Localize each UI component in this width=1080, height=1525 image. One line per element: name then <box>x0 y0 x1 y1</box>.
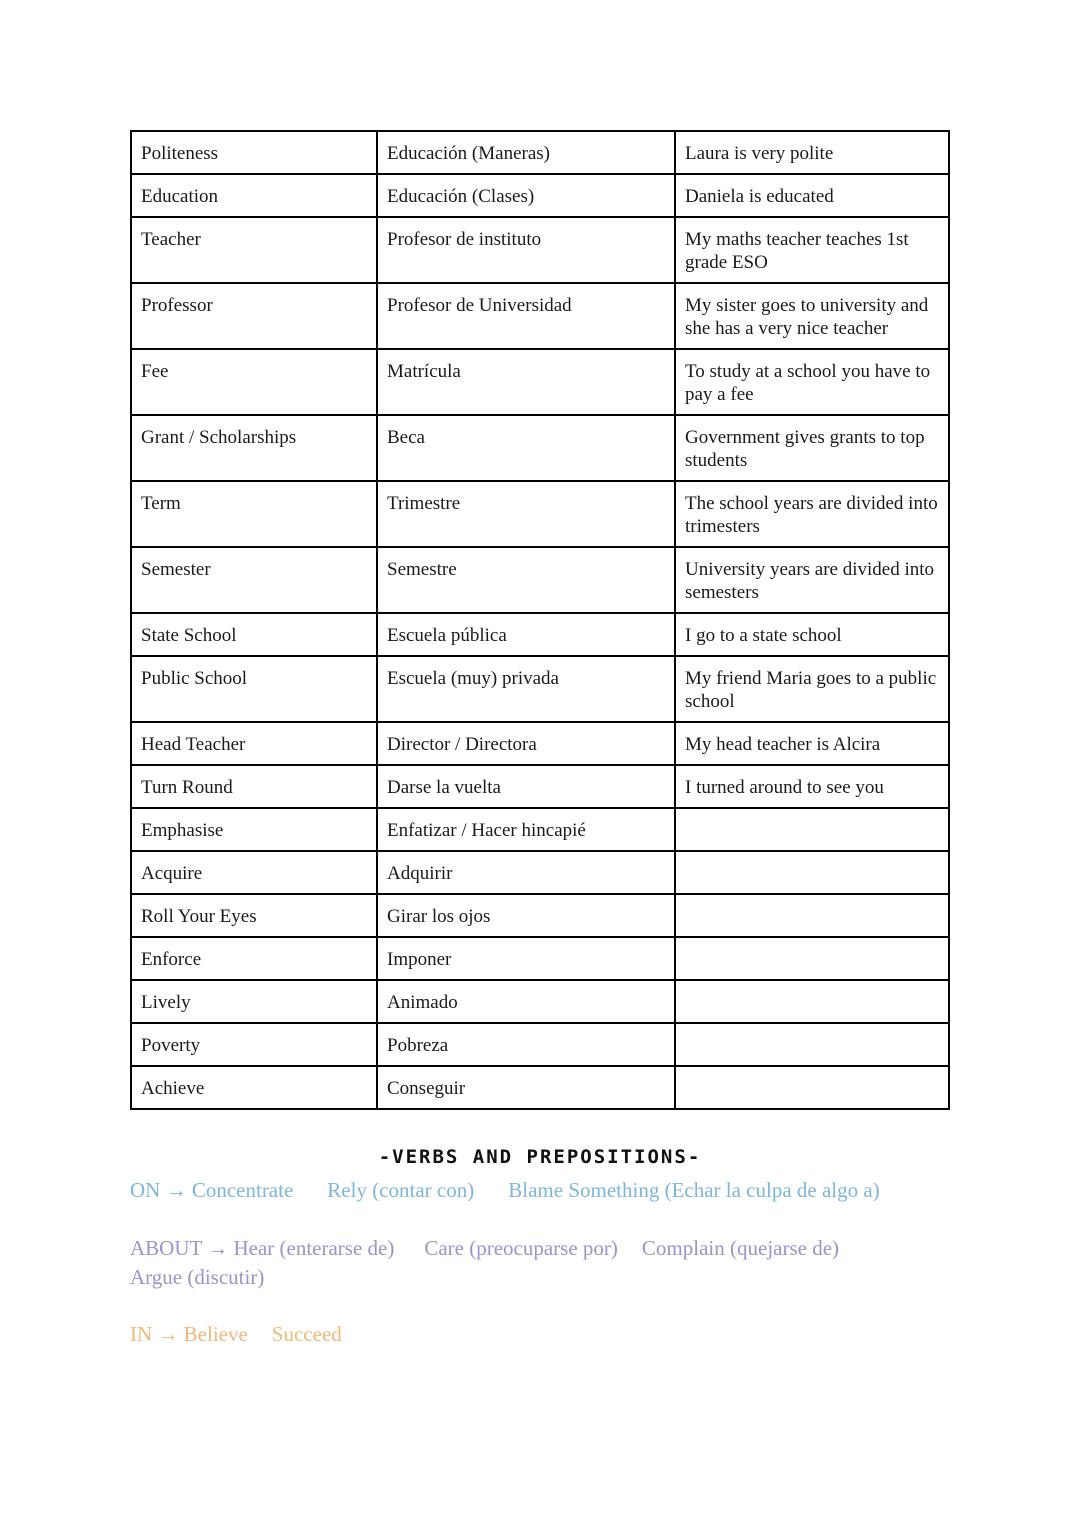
table-row <box>131 131 949 174</box>
section-title: -VERBS AND PREPOSITIONS- <box>378 1146 702 1168</box>
spanish-translation: Director / Directora <box>377 722 675 765</box>
table-row <box>131 894 949 937</box>
preposition-item: Argue (discutir) <box>130 1265 265 1289</box>
english-term: Term <box>131 481 377 547</box>
preposition-item: ABOUT → Hear (enterarse de) <box>130 1236 395 1260</box>
spanish-translation: Enfatizar / Hacer hincapié <box>377 808 675 851</box>
english-term: Politeness <box>131 131 377 174</box>
english-term: Teacher <box>131 217 377 283</box>
spanish-translation: Adquirir <box>377 851 675 894</box>
spanish-translation: Animado <box>377 980 675 1023</box>
table-row <box>131 722 949 765</box>
vocabulary-table <box>130 130 950 1110</box>
preposition-item: IN → Believe <box>130 1322 248 1346</box>
example-sentence <box>675 851 949 894</box>
table-row <box>131 349 949 415</box>
spanish-translation: Educación (Clases) <box>377 174 675 217</box>
preposition-item: ON → Concentrate <box>130 1178 294 1202</box>
spanish-translation: Escuela (muy) privada <box>377 656 675 722</box>
spanish-translation: Semestre <box>377 547 675 613</box>
english-term: Head Teacher <box>131 722 377 765</box>
table-row <box>131 980 949 1023</box>
table-row <box>131 937 949 980</box>
preposition-item: Succeed <box>271 1322 342 1346</box>
spanish-translation: Escuela pública <box>377 613 675 656</box>
table-row <box>131 613 949 656</box>
table-row <box>131 415 949 481</box>
preposition-item: Rely (contar con) <box>327 1178 475 1202</box>
preposition-item: Blame Something (Echar la culpa de algo a) <box>508 1178 880 1202</box>
english-term: State School <box>131 613 377 656</box>
example-sentence <box>675 1023 949 1066</box>
example-sentence <box>675 937 949 980</box>
table-row <box>131 808 949 851</box>
example-sentence: Laura is very polite <box>675 131 949 174</box>
spanish-translation: Conseguir <box>377 1066 675 1109</box>
table-row <box>131 765 949 808</box>
spanish-translation: Imponer <box>377 937 675 980</box>
example-sentence <box>675 894 949 937</box>
english-term: Fee <box>131 349 377 415</box>
english-term: Professor <box>131 283 377 349</box>
spanish-translation: Trimestre <box>377 481 675 547</box>
spanish-translation: Darse la vuelta <box>377 765 675 808</box>
table-row <box>131 283 949 349</box>
example-sentence: My maths teacher teaches 1st grade ESO <box>675 217 949 283</box>
example-sentence: Government gives grants to top students <box>675 415 949 481</box>
example-sentence: Daniela is educated <box>675 174 949 217</box>
example-sentence: I go to a state school <box>675 613 949 656</box>
example-sentence: To study at a school you have to pay a fee <box>675 349 949 415</box>
prepositions-on-line <box>130 1176 880 1205</box>
example-sentence: The school years are divided into trimesters <box>675 481 949 547</box>
preposition-item: Care (preocuparse por) <box>424 1236 618 1260</box>
english-term: Education <box>131 174 377 217</box>
english-term: Semester <box>131 547 377 613</box>
table-row <box>131 174 949 217</box>
example-sentence: My head teacher is Alcira <box>675 722 949 765</box>
table-row <box>131 547 949 613</box>
spanish-translation: Profesor de Universidad <box>377 283 675 349</box>
preposition-item: Complain (quejarse de) <box>641 1236 840 1260</box>
english-term: Achieve <box>131 1066 377 1109</box>
english-term: Acquire <box>131 851 377 894</box>
english-term: Grant / Scholarships <box>131 415 377 481</box>
spanish-translation: Beca <box>377 415 675 481</box>
prepositions-about-line-2 <box>130 1263 264 1292</box>
table-row <box>131 656 949 722</box>
english-term: Enforce <box>131 937 377 980</box>
english-term: Poverty <box>131 1023 377 1066</box>
example-sentence: University years are divided into semesters <box>675 547 949 613</box>
english-term: Emphasise <box>131 808 377 851</box>
table-row <box>131 1066 949 1109</box>
prepositions-in-line <box>130 1320 342 1349</box>
spanish-translation: Educación (Maneras) <box>377 131 675 174</box>
example-sentence: My sister goes to university and she has a very nice teacher <box>675 283 949 349</box>
example-sentence <box>675 808 949 851</box>
spanish-translation: Pobreza <box>377 1023 675 1066</box>
spanish-translation: Profesor de instituto <box>377 217 675 283</box>
spanish-translation: Matrícula <box>377 349 675 415</box>
example-sentence <box>675 1066 949 1109</box>
table-row <box>131 481 949 547</box>
table-row <box>131 217 949 283</box>
english-term: Public School <box>131 656 377 722</box>
table-row <box>131 1023 949 1066</box>
example-sentence: My friend Maria goes to a public school <box>675 656 949 722</box>
example-sentence <box>675 980 949 1023</box>
english-term: Lively <box>131 980 377 1023</box>
english-term: Roll Your Eyes <box>131 894 377 937</box>
table-row <box>131 851 949 894</box>
prepositions-about-line <box>130 1234 839 1263</box>
spanish-translation: Girar los ojos <box>377 894 675 937</box>
english-term: Turn Round <box>131 765 377 808</box>
example-sentence: I turned around to see you <box>675 765 949 808</box>
